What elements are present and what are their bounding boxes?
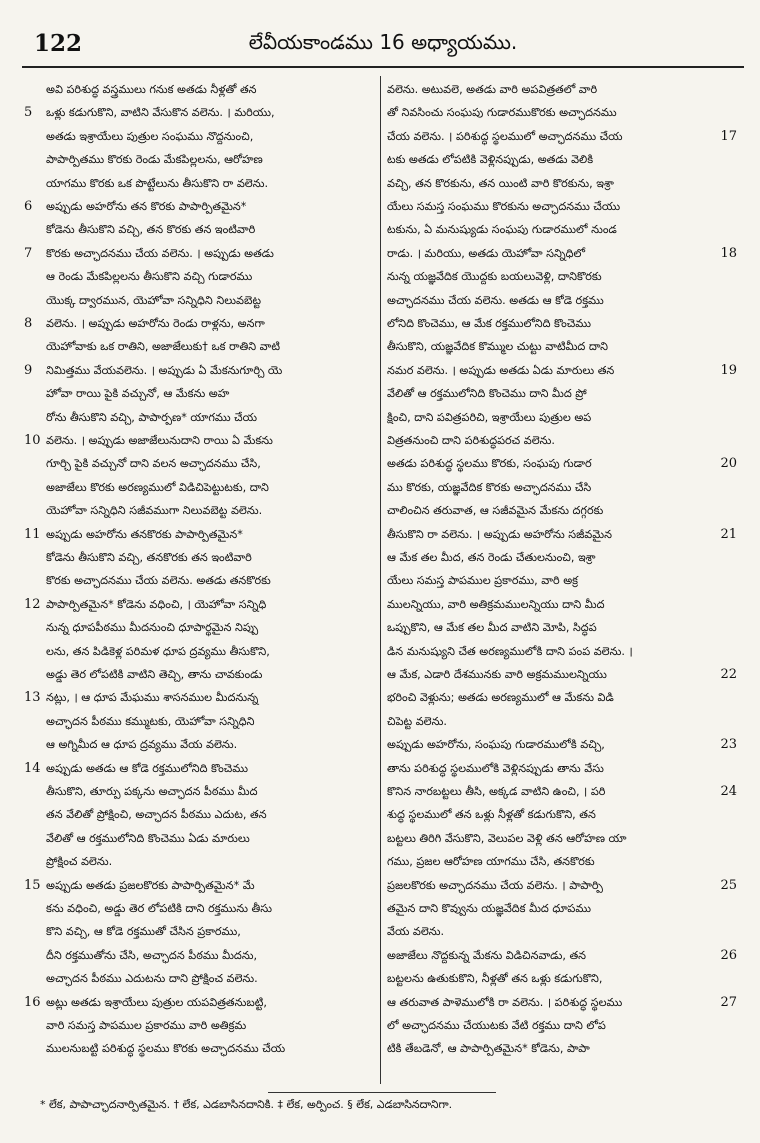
line-text: చిపెట్ట వలెను. (387, 714, 447, 728)
line-text: గము, ప్రజల ఆరోహణ యాగము చేసి, తనకొరకు (387, 855, 595, 869)
verse-number: 22 (720, 667, 737, 682)
verse-number: 27 (720, 994, 737, 1010)
line-text: టకు అతడు లోపటికి వెళ్లినప్పుడు, అతడు వెలికి (387, 153, 594, 167)
line-text: అప్పుడు అహరోను తన కొరకు పాపార్పితమైన* (46, 200, 247, 213)
line-text: టికి తేబడెనో, ఆ పాపార్పితమైన* కోడెను, పాపా (387, 1042, 590, 1056)
line-text: బట్టలను ఉతుకుకొని, నీళ్లతో తన ఒళ్లు కడుగుకొని, (387, 972, 603, 986)
text-line (387, 1035, 737, 1063)
line-text: వలెను. అటువలె, అతడు వారి అపవిత్రతలో వారి (387, 83, 598, 96)
verse-number: 18 (720, 245, 737, 261)
line-text: లను, తన పిడికెళ్ల పరిమళ ధూప ద్రవ్యము తీసుకొని, (46, 644, 270, 658)
line-text: ఆ మేక తల మీద, తన రెండు చేతులనుంచి, ఇశ్రా (387, 551, 596, 564)
running-head: లేవీయకాండము 16 అధ్యాయము. (248, 30, 518, 54)
line-text: నిమిత్తము వేయవలెను. । అప్పుడు ఏ మేకనుగూర్చి యె (46, 363, 283, 377)
line-text: అట్లు అతడు ఇశ్రాయేలు పుత్రుల యపవిత్రతనుబట్టి, (46, 995, 267, 1009)
line-text: అజాజేలు నొద్దకున్న మేకను విడిచినవాడు, తన (387, 948, 587, 962)
page-header (22, 8, 744, 68)
line-text: కొని వచ్చి, ఆ కోడె రక్తముతో చేసిన ప్రకారము, (46, 925, 241, 939)
line-text: వలెను. । అప్పుడు అజాజేలునుదాని రాయి ఏ మేకను (46, 434, 273, 447)
line-text: ఆ మేక, ఎడారి దేశమునకు వారి అక్రమములన్నియు (387, 668, 607, 681)
line-text: క్షించి, దాని పవిత్రపరిచి, ఇశ్రాయేలు పుత్రుల అప (387, 410, 592, 424)
line-text: తో నివసించు సంఘపు గుడారముకొరకు అచ్ఛాదనము (387, 106, 617, 120)
line-text: కను వధించి, అడ్డు తెర లోపటికి దాని రక్తమును తీసు (46, 902, 273, 915)
line-text: శుద్ధ స్థలములో తన ఒళ్లు నీళ్లతో కడుగుకొని, తన (387, 808, 596, 822)
line-text: దీని రక్తముతోను చేసి, అచ్ఛాదన పీఠము మీదను, (46, 948, 258, 962)
line-text: లోనిది కొంచెము, ఆ మేక రక్తములోనిది కొంచెము (387, 317, 591, 330)
text-line (24, 1035, 374, 1063)
line-text: తమైన దాని కొవ్వును యజ్ఞవేదిక మీద ధూపము (387, 902, 592, 915)
line-text: కొరకు అచ్ఛాదనము చేయ వలెను. । అప్పుడు అతడు (46, 246, 274, 260)
verse-number: 19 (720, 362, 737, 378)
line-text: వారి సమస్త పాపముల ప్రకారము వారి అతిక్రమ (46, 1019, 247, 1032)
verse-number: 9 (24, 362, 33, 378)
verse-number: 25 (720, 877, 737, 893)
verse-number: 11 (24, 526, 41, 542)
line-text: హోవా రాయి పైకి వచ్చునో, ఆ మేకను అహ (46, 387, 230, 401)
verse-number: 8 (24, 316, 33, 331)
page-number: 122 (34, 30, 83, 57)
footnote-rule (268, 1092, 496, 1093)
line-text: అతడు ఇశ్రాయేలు పుత్రుల సంఘము నొద్దనుంచి, (46, 129, 254, 143)
line-text: యేలు సమస్త పాపముల ప్రకారము, వారి అక్ర (387, 574, 578, 588)
line-text: తాను పరిశుద్ధ స్థలములోకి వెళ్లినప్పుడు తాను వేసు (387, 761, 604, 775)
line-text: తీసుకొని రా వలెను. । అప్పుడు అహరోను సజీవమైన (387, 527, 612, 541)
line-text: అప్పుడు అతడు ప్రజలకొరకు పాపార్పితమైన* మే (46, 878, 255, 892)
verse-number: 6 (24, 199, 33, 214)
verse-number: 26 (720, 947, 737, 963)
line-text: నున్న యజ్ఞవేదిక యొద్దకు బయలువెళ్లి, దానికొరకు (387, 270, 602, 284)
line-text: అడ్డు తెర లోపటికి వాటిని తెచ్చి, తాను చావకుండు (46, 668, 263, 681)
line-text: అప్పుడు అహరోను తనకొరకు పాపార్పితమైన* (46, 527, 243, 541)
line-text: రోను తీసుకొని వచ్చి, పాపార్పణ* యాగము చేయ (46, 410, 258, 424)
line-text: ము కొరకు, యజ్ఞవేదిక కొరకు అచ్ఛాదనము చేసి (387, 480, 592, 494)
verse-number: 12 (24, 596, 41, 612)
verse-number: 20 (720, 456, 737, 472)
line-text: భరించి వెళ్లును; అతడు అరణ్యములో ఆ మేకను విడి (387, 691, 614, 705)
line-text: చేయ వలెను. । పరిశుద్ధ స్థలములో అచ్ఛాదనము చేయ (387, 129, 623, 143)
line-text: యేలు సమస్త సంఘము కొరకును అచ్ఛాదనము చేయు (387, 200, 621, 213)
line-text: తన వేలితో ప్రోక్షించి, అచ్ఛాదన పీఠము ఎదుట, తన (46, 808, 267, 822)
line-text: ప్రజలకొరకు అచ్ఛాదనము చేయ వలెను. । పాపార్పి (387, 878, 603, 892)
line-text: పాపార్పితమైన* కోడెను వధించి, । యెహోవా సన్నిధి (46, 597, 267, 611)
line-text: యెహోవాకు ఒక రాతిని, అజాజేలుకు† ఒక రాతిని వాటి (46, 340, 281, 354)
line-text: యెహోవా సన్నిధిని సజీవముగా నిలువబెట్ట వలెను. (46, 504, 263, 518)
line-text: యొక్క ద్వారమున, యెహోవా సన్నిధిని నిలువబెట్ట (46, 293, 261, 307)
line-text: అతడు పరిశుద్ధ స్థలము కొరకు, సంఘపు గుడార (387, 457, 592, 471)
line-text: ఒప్పుకొని, ఆ మేక తల మీద వాటిని మోపి, సిద్ధప (387, 621, 597, 635)
line-text: వేయ వలెను. (387, 925, 445, 939)
line-text: కొరకు అచ్ఛాదనము చేయ వలెను. అతడు తనకొరకు (46, 574, 271, 588)
line-text: డిన మనుష్యుని చేత అరణ్యములోకి దాని పంప వలెను. । (387, 644, 633, 658)
line-text: అచ్ఛాదన పీఠము కమ్ముటకు, యెహోవా సన్నిధిని (46, 714, 255, 728)
line-text: అప్పుడు అహరోను, సంఘపు గుడారములోకి వచ్చి, (387, 738, 605, 752)
line-text: కొనిన నారబట్టలు తీసి, అక్కడ వాటిని ఉంచి, । పరి (387, 785, 606, 798)
line-text: విత్రతనుంచి దాని పరిశుద్ధపరచ వలెను. (387, 434, 555, 447)
line-text: బట్టలు తిరిగి వేసుకొని, వెలుపల వెళ్లి తన ఆరోహణ యా (387, 831, 627, 845)
line-text: అచ్ఛాదనము చేయ వలెను. అతడు ఆ కోడె రక్తము (387, 293, 604, 307)
verse-number: 5 (24, 105, 33, 121)
verse-number: 17 (720, 128, 737, 144)
line-text: నమర వలెను. । అప్పుడు అతడు ఏడు మారులు తన (387, 363, 615, 377)
verse-number: 21 (720, 526, 737, 542)
line-text: వేలితో ఆ రక్తములోనిది కొంచెము దాని మీద ప్రో (387, 387, 587, 401)
column-divider (380, 76, 381, 1084)
line-text: అచ్ఛాదన పీఠము ఎదుటను దాని ప్రోక్షించ వలెను. (46, 972, 258, 986)
line-text: అప్పుడు అతడు ఆ కోడె రక్తములోనిది కొంచెము (46, 761, 248, 775)
line-text: అవి పరిశుద్ధ వస్త్రములు గనుక అతడు నీళ్లతో తన (46, 83, 257, 96)
verse-number: 23 (720, 737, 737, 753)
line-text: యాగము కొరకు ఒక పొట్టేలును తీసుకొని రా వలెను. (46, 176, 268, 190)
verse-number: 24 (720, 784, 737, 799)
line-text: నున్న ధూపపీఠము మీదనుంచి ధూపార్థమైన నిప్పు (46, 621, 259, 635)
verse-number: 7 (24, 245, 33, 261)
line-text: ములన్నియు, వారి అతిక్రమములన్నియు దాని మీద (387, 597, 605, 611)
verse-number: 15 (24, 877, 41, 893)
left-text-column (24, 76, 374, 1091)
line-text: రాడు. । మరియు, అతడు యెహోవా సన్నిధిలో (387, 246, 586, 260)
line-text: లో అచ్ఛాదనము చేయుటకు వేటి రక్తము దాని లోప (387, 1019, 606, 1032)
right-text-column (387, 76, 737, 1091)
line-text: గూర్చి పైకి వచ్చునో దాని వలన అచ్ఛాదనము చేసి, (46, 457, 261, 471)
line-text: వేలితో ఆ రక్తములోనిది కొంచెము ఏడు మారులు (46, 831, 250, 845)
line-text: పాపార్పితము కొరకు రెండు మేకపిల్లలను, ఆరోహణ (46, 153, 263, 167)
line-text: కోడెను తీసుకొని వచ్చి, తన కొరకు తన ఇంటివారి (46, 223, 256, 237)
line-text: నట్లు, । ఆ ధూప మేఘము శాసనముల మీదనున్న (46, 691, 259, 705)
line-text: ఆ రెండు మేకపిల్లలను తీసుకొని వచ్చి గుడారము (46, 270, 253, 284)
line-text: వలెను. । అప్పుడు అహరోను రెండు రాళ్లను, అనగా (46, 317, 265, 330)
line-text: ములనుబట్టి పరిశుద్ధ స్థలము కొరకు అచ్ఛాదనము చేయ (46, 1042, 286, 1056)
verse-number: 16 (24, 994, 41, 1010)
line-text: తీసుకొని, యజ్ఞవేదిక కొమ్ముల చుట్టు వాటిమీద దాని (387, 340, 609, 354)
footnotes: * లేక, పాపాచ్ఛాదనార్పితమైన. † లేక, ఎడబాసినదానికి. ‡ లేక, అర్పించ. § లేక, ఎడబాసినదానిగా. (40, 1098, 453, 1111)
verse-number: 14 (24, 760, 41, 776)
line-text: తీసుకొని, తూర్పు పక్కను అచ్ఛాదన పీఠము మీద (46, 785, 258, 798)
line-text: కోడెను తీసుకొని వచ్చి, తనకొరకు తన ఇంటివారి (46, 551, 252, 564)
line-text: ఆ అగ్నిమీద ఆ ధూప ద్రవ్యము వేయ వలెను. (46, 738, 238, 752)
line-text: ఆ తరువాత పాళెములోకి రా వలెను. । పరిశుద్ధ స్థలము (387, 995, 623, 1009)
line-text: ప్రోక్షించ వలెను. (46, 855, 113, 869)
line-text: చాలించిన తరువాత, ఆ సజీవమైన మేకను దగ్గరకు (387, 504, 604, 518)
verse-number: 13 (24, 690, 41, 706)
line-text: అజాజేలు కొరకు అరణ్యములో విడిచిపెట్టుటకు, దాని (46, 480, 269, 494)
line-text: టకును, ఏ మనుష్యుడు సంఘపు గుడారములో నుండ (387, 223, 617, 237)
verse-number: 10 (24, 433, 41, 448)
line-text: వచ్చి, తన కొరకును, తన యింటి వారి కొరకును, ఇశ్రా (387, 176, 614, 190)
line-text: ఒళ్లు కడుగుకొని, వాటిని వేసుకొన వలెను. । మరియు, (46, 106, 275, 120)
